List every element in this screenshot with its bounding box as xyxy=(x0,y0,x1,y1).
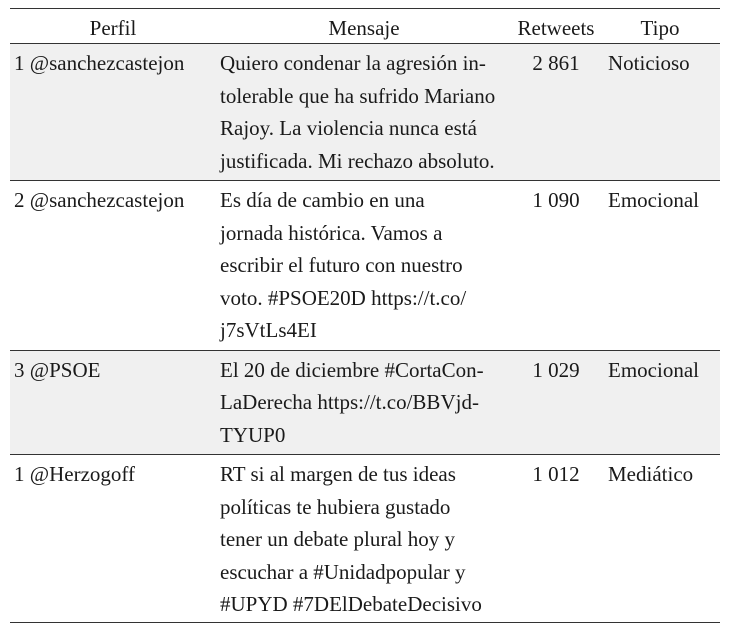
cell-retweets: 1 090 xyxy=(532,188,580,212)
cell-mensaje xyxy=(216,181,512,351)
cell-perfil: 1 @Herzogoff xyxy=(14,462,135,486)
message-line: Es día de cambio en una xyxy=(220,188,425,212)
cell-perfil: 1 @sanchezcastejon xyxy=(14,51,185,75)
table-header-row xyxy=(10,9,720,44)
tweets-table xyxy=(10,8,720,623)
cell-retweets: 2 861 xyxy=(532,51,580,75)
message-line: tener un debate plural hoy y xyxy=(220,527,455,551)
message-line: RT si al margen de tus ideas xyxy=(220,462,456,486)
message-line: escribir el futuro con nuestro xyxy=(220,253,463,277)
message-line: El 20 de diciembre #CortaCon- xyxy=(220,357,484,382)
message-line: políticas te hubiera gustado xyxy=(220,494,451,519)
table-row xyxy=(10,350,720,455)
cell-retweets: 1 029 xyxy=(532,357,580,382)
cell-mensaje xyxy=(216,455,512,623)
cell-retweets: 1 012 xyxy=(532,462,580,486)
message-line: voto. #PSOE20D https://t.co/ xyxy=(220,285,467,310)
table-row xyxy=(10,455,720,623)
cell-tipo: Mediático xyxy=(608,462,694,486)
message-line: jornada histórica. Vamos a xyxy=(220,220,443,245)
table-row xyxy=(10,44,720,181)
cell-mensaje xyxy=(216,350,512,455)
tweets-table-container xyxy=(10,8,720,623)
message-line: Quiero condenar la agresión in- xyxy=(220,51,486,75)
header-tipo: Tipo xyxy=(640,16,680,40)
cell-tipo: Emocional xyxy=(608,357,699,382)
message-line: TYUP0 xyxy=(220,422,286,447)
cell-tipo: Emocional xyxy=(608,188,699,212)
message-line: tolerable que ha sufrido Mariano xyxy=(220,83,496,108)
table-row xyxy=(10,181,720,351)
message-line: j7sVtLs4EI xyxy=(220,318,317,342)
message-line: justificada. Mi rechazo absoluto. xyxy=(220,148,495,173)
message-line: Rajoy. La violencia nunca está xyxy=(220,116,477,140)
message-line: escuchar a #Unidadpopular y xyxy=(220,559,466,584)
header-perfil: Perfil xyxy=(89,16,137,40)
header-retweets: Retweets xyxy=(517,16,595,40)
message-line: #UPYD #7DElDebateDecisivo xyxy=(220,592,482,616)
cell-perfil: 2 @sanchezcastejon xyxy=(14,188,185,212)
cell-tipo: Noticioso xyxy=(608,51,690,75)
header-mensaje: Mensaje xyxy=(328,16,400,40)
cell-mensaje xyxy=(216,44,512,181)
cell-perfil: 3 @PSOE xyxy=(14,357,101,382)
message-line: LaDerecha https://t.co/BBVjd- xyxy=(220,390,479,414)
